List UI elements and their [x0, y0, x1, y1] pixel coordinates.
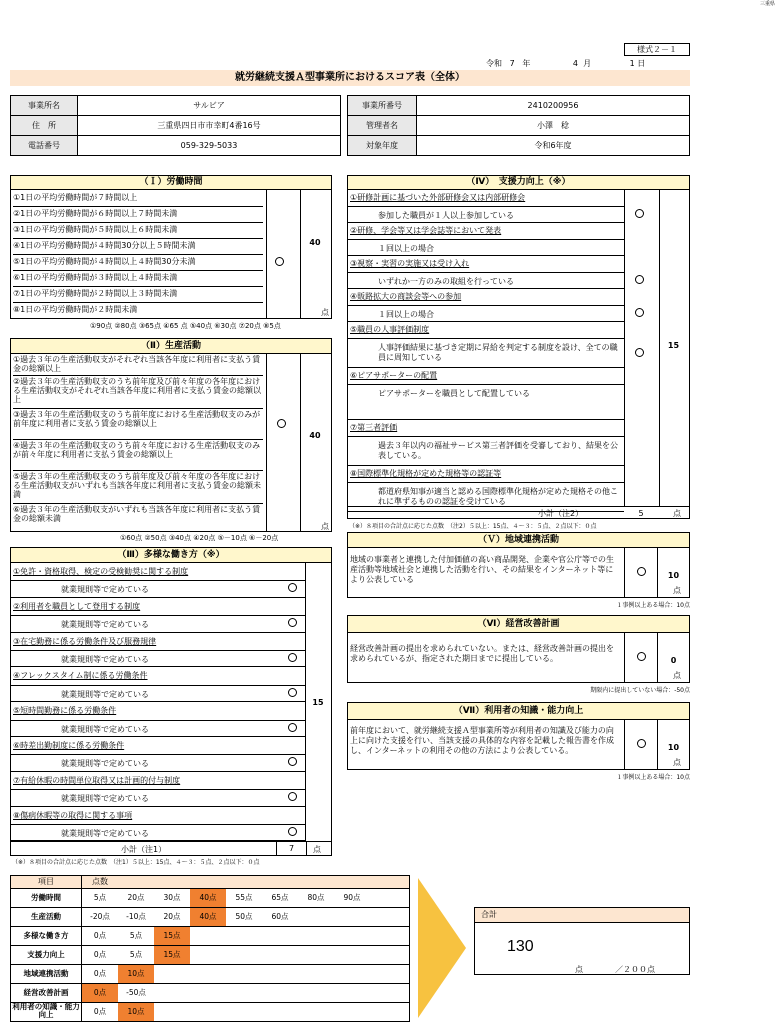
item-sub: ピアサポーターを職員として配置している [348, 384, 624, 420]
page-title: 就労継続支援Ａ型事業所におけるスコア表（全体） [10, 70, 690, 86]
form-number: 様式２－１ [624, 43, 690, 56]
item-sub: 就業規則等で定めている [11, 789, 305, 806]
section-title: （Ⅲ）多様な働き方（※） [11, 548, 331, 563]
summary-cell: 0点 [93, 950, 107, 959]
unit: 点 [673, 758, 681, 767]
unit: 点 [313, 845, 321, 854]
subtotal-label: 小計（注2） [538, 509, 584, 518]
summary-cell: 15点 [154, 946, 190, 964]
summary-cell: 5点 [93, 893, 107, 902]
date-line: 令和 7 年 4 月 1 日 [486, 59, 646, 68]
summary-row-label: 多様な働き方 [11, 927, 82, 945]
section-text: 前年度において、就労継続支援Ａ型事業所等が利用者の知識及び能力の向上に向けた支援を行い、当該支援の具体的な内容を記載した報告書を作成し、インターネットの利用その他の方法により公表している。 [350, 726, 614, 755]
item-heading: ③視察・実習の実施又は受け入れ [350, 259, 470, 268]
item-sub: 就業規則等で定めている [11, 685, 305, 702]
summary-header-item: 項目 [11, 876, 82, 888]
summary-row-label: 支援力向上 [11, 946, 82, 964]
summary-cell: 10点 [118, 965, 154, 983]
section-regional [347, 532, 690, 598]
section3-note: （※）８項目の合計点に応じた点数 （注1）５以上：15点、４～３：５点、２点以下：０点 [12, 859, 260, 866]
section7-foot: １事例以上ある場合：10点 [616, 774, 690, 781]
check-circle-icon [635, 209, 644, 218]
check-circle-icon [277, 419, 286, 428]
item-sub: 就業規則等で定めている [11, 580, 305, 597]
summary-cell: 80点 [307, 893, 325, 902]
item-sub: 人事評価結果に基づき定期に昇給を判定する制度を設け、全ての職員に周知している [348, 338, 624, 368]
item-sub: 就業規則等で定めている [11, 824, 305, 841]
list-item: ⑧1日の平均労働時間が２時間未満 [13, 305, 138, 314]
check-circle-icon [288, 688, 297, 697]
check-circle-icon [635, 348, 644, 357]
summary-row-label: 経営改善計画 [11, 984, 82, 1002]
item-sub: 就業規則等で定めている [11, 720, 305, 737]
summary-row-label: 生産活動 [11, 908, 82, 926]
label-phone: 電話番号 [11, 136, 78, 156]
score: 15 [667, 341, 680, 350]
summary-cell: 90点 [343, 893, 361, 902]
item-heading: ⑦第三者評価 [350, 423, 398, 432]
label-office-no: 事業所番号 [348, 96, 417, 116]
subtotal-value: 7 [276, 842, 307, 856]
section4-note: （※）８項目の合計点に応じた点数 （注2）５以上：15点、４～３：５点、２点以下：０点 [349, 523, 597, 530]
total-unit: 点 [575, 965, 583, 974]
list-item: ④1日の平均労働時間が４時間30分以上５時間未満 [13, 238, 263, 255]
item-heading: ⑥ピアサポーターの配置 [350, 371, 438, 380]
section-diverse-work [10, 547, 332, 856]
summary-cell: -10点 [126, 912, 146, 921]
section6-foot: 期限内に提出していない場合：-50点 [590, 687, 690, 694]
value-address: 三重県四日市市幸町4番16号 [78, 116, 341, 136]
item-heading: ①免許・資格取得、検定の受検勧奨に関する制度 [13, 567, 189, 576]
summary-cell: 65点 [271, 893, 289, 902]
summary-cell: 60点 [271, 912, 289, 921]
summary-cell: -20点 [90, 912, 110, 921]
unit: 点 [673, 586, 681, 595]
item-heading: ⑥時差出勤制度に係る労働条件 [13, 741, 125, 750]
item-sub: １回以上の場合 [348, 305, 624, 322]
item-sub: 就業規則等で定めている [11, 650, 305, 667]
list-item: ③1日の平均労働時間が５時間以上６時間未満 [13, 222, 263, 239]
score: 15 [312, 698, 324, 707]
subtotal-label: 小計（注1） [121, 845, 167, 854]
value-phone: 059-329-5033 [78, 136, 341, 156]
unit: 点 [321, 522, 329, 531]
summary-cell: 20点 [163, 912, 181, 921]
section-management-plan [347, 615, 690, 683]
label-address: 住 所 [11, 116, 78, 136]
value-office-no: 2410200956 [417, 96, 690, 116]
summary-table [10, 875, 410, 1022]
label-name: 事業所名 [11, 96, 78, 116]
summary-cell: -50点 [126, 988, 146, 997]
section1-footer: ①90点 ②80点 ③65点 ④65 点 ⑤40点 ⑥30点 ⑦20点 ⑧5点 [90, 322, 281, 330]
total-label: 合計 [475, 908, 689, 923]
item-heading: ④フレックスタイム制に係る労働条件 [13, 671, 148, 681]
unit: 点 [673, 671, 681, 680]
item-sub: いずれか一方のみの取組を行っている [348, 272, 624, 289]
item-sub: 過去３年以内の福祉サービス第三者評価を受審しており、結果を公表している。 [348, 436, 624, 466]
section-title: （Ｉ）労働時間 [11, 176, 331, 190]
list-item: ②1日の平均労働時間が６時間以上７時間未満 [13, 206, 263, 223]
list-item: ⑥過去３年の生産活動収支がいずれも当該各年度に利用者に支払う賃金の総額未満 [13, 505, 261, 523]
item-heading: ⑤職員の人事評価制度 [350, 325, 430, 334]
summary-cell: 15点 [154, 927, 190, 945]
summary-header-points: 点数 [92, 877, 108, 886]
section-title: （Ⅵ）経営改善計画 [348, 616, 689, 633]
item-heading: ②研修、学会等又は学会誌等において発表 [350, 226, 502, 235]
check-circle-icon [635, 308, 644, 317]
info-right [347, 95, 690, 156]
summary-row [11, 946, 409, 965]
check-circle-icon [288, 827, 297, 836]
score: 10 [667, 571, 680, 580]
summary-row [11, 965, 409, 984]
summary-row [11, 927, 409, 946]
section-text: 地域の事業者と連携した付加価値の高い商品開発、企業や官公庁等での生産活動等地域社会と連携した活動を行い、その結果をインターネット等により公表している [350, 555, 614, 584]
item-sub: 参加した職員が１人以上参加している [348, 206, 624, 223]
item-heading: ⑧傷病休暇等の取得に関する事項 [13, 810, 133, 820]
score: 10 [667, 743, 680, 752]
arrow-icon [418, 878, 466, 1018]
label-manager: 管理者名 [348, 116, 417, 136]
label-year: 対象年度 [348, 136, 417, 156]
item-sub: 都道府県知事が適当と認める国際標準化規格が定めた規格その他これに準ずるものの認証を受けている [348, 482, 624, 512]
summary-cell: 55点 [235, 893, 253, 902]
summary-row-label: 地域連携活動 [11, 965, 82, 983]
summary-cell: 0点 [82, 984, 118, 1002]
item-heading: ⑦有給休暇の時間単位取得又は計画的付与制度 [13, 775, 181, 785]
item-heading: ⑤短時間勤務に係る労働条件 [13, 706, 117, 716]
check-circle-icon [635, 275, 644, 284]
list-item: ①過去３年の生産活動収支がそれぞれ当該各年度に利用者に支払う賃金の総額以上 [13, 354, 263, 376]
summary-row [11, 1003, 409, 1021]
section-working-hours [10, 175, 332, 319]
summary-cell: 40点 [190, 889, 226, 907]
list-item: ⑦1日の平均労働時間が２時間以上３時間未満 [13, 286, 263, 303]
item-sub: 就業規則等で定めている [11, 754, 305, 771]
value-manager: 小澤 稔 [417, 116, 690, 136]
score: 40 [309, 431, 321, 440]
section-title: （Ⅶ）利用者の知識・能力向上 [348, 703, 689, 720]
summary-cell: 10点 [118, 1003, 154, 1021]
summary-cell: 20点 [127, 893, 145, 902]
list-item: ②過去３年の生産活動収支のうち前年度及び前々年度の各年度における生産活動収支がそれぞれ当該各年度に利用者に支払う賃金の総額以上 [13, 376, 263, 409]
summary-cell: 0点 [93, 969, 107, 978]
item-heading: ④販路拡大の商談会等への参加 [350, 292, 462, 301]
section2-footer: ①60点 ②50点 ③40点 ④20点 ⑤－10点 ⑥－20点 [120, 534, 279, 542]
list-item: ⑤過去３年の生産活動収支のうち前年度及び前々年度の各年度における生産活動収支がいずれも当該各年度に利用者に支払う賃金の総額未満 [13, 471, 263, 504]
list-item: ④過去３年の生産活動収支のうち前々年度における生産活動収支のみが前々年度に利用者に支払う賃金の総額以上 [13, 440, 263, 471]
item-heading: ②利用者を職員として登用する制度 [13, 601, 141, 611]
section-user-skills [347, 702, 690, 770]
summary-row-label: 利用者の知識・能力向上 [11, 1003, 82, 1021]
item-heading: ①研修計画に基づいた外部研修会又は内部研修会 [350, 193, 526, 202]
check-circle-icon [288, 723, 297, 732]
check-circle-icon [637, 567, 646, 576]
total-box [474, 907, 690, 975]
total-value: 130 [507, 938, 534, 955]
score: 40 [309, 238, 321, 247]
section-text: 経営改善計画の提出を求められていない。または、経営改善計画の提出を求められているが、指定された期日までに提出している。 [350, 644, 614, 663]
value-year: 令和6年度 [417, 136, 690, 156]
info-left [10, 95, 341, 156]
section-production [10, 338, 332, 532]
score: 0 [670, 656, 677, 665]
item-heading: ③在宅勤務に係る労働条件及び服務規律 [13, 636, 157, 646]
check-circle-icon [637, 739, 646, 748]
section-title: （Ⅳ） 支援力向上（※） [348, 176, 689, 190]
check-circle-icon [275, 257, 284, 266]
summary-row [11, 984, 409, 1003]
check-circle-icon [288, 653, 297, 662]
item-sub: 就業規則等で定めている [11, 615, 305, 632]
summary-cell: 30点 [163, 893, 181, 902]
section-title: （Ⅱ）生産活動 [11, 339, 331, 354]
summary-cell: 50点 [235, 912, 253, 921]
check-circle-icon [637, 652, 646, 661]
summary-row [11, 908, 409, 927]
list-item: ③過去３年の生産活動収支のうち前年度における生産活動収支のみが前年度に利用者に支払う賃金の総額以上 [13, 409, 263, 440]
item-sub: １回以上の場合 [348, 239, 624, 256]
unit: 点 [321, 308, 329, 317]
unit: 点 [673, 509, 681, 518]
section-title: （Ｖ）地域連携活動 [348, 533, 689, 548]
section5-foot: １事例以上ある場合：10点 [616, 602, 690, 609]
summary-cell: 40点 [190, 908, 226, 926]
list-item: ①1日の平均労働時間が７時間以上 [13, 190, 263, 207]
list-item: ⑤1日の平均労働時間が４時間以上４時間30分未満 [13, 254, 263, 271]
total-max: ／２００点 [615, 965, 655, 974]
corner-label: 三重県 [759, 1, 775, 7]
summary-row [11, 889, 409, 908]
summary-row-label: 労働時間 [11, 889, 82, 907]
summary-cell: 0点 [93, 1007, 107, 1016]
value-name: サルビア [78, 96, 341, 116]
summary-cell: 5点 [129, 931, 143, 940]
list-item: ⑥1日の平均労働時間が３時間以上４時間未満 [13, 270, 263, 287]
summary-cell: 5点 [129, 950, 143, 959]
item-heading: ⑧国際標準化規格が定めた規格等の認証等 [350, 469, 502, 478]
summary-cell: 0点 [93, 931, 107, 940]
subtotal-value: 5 [638, 509, 644, 518]
